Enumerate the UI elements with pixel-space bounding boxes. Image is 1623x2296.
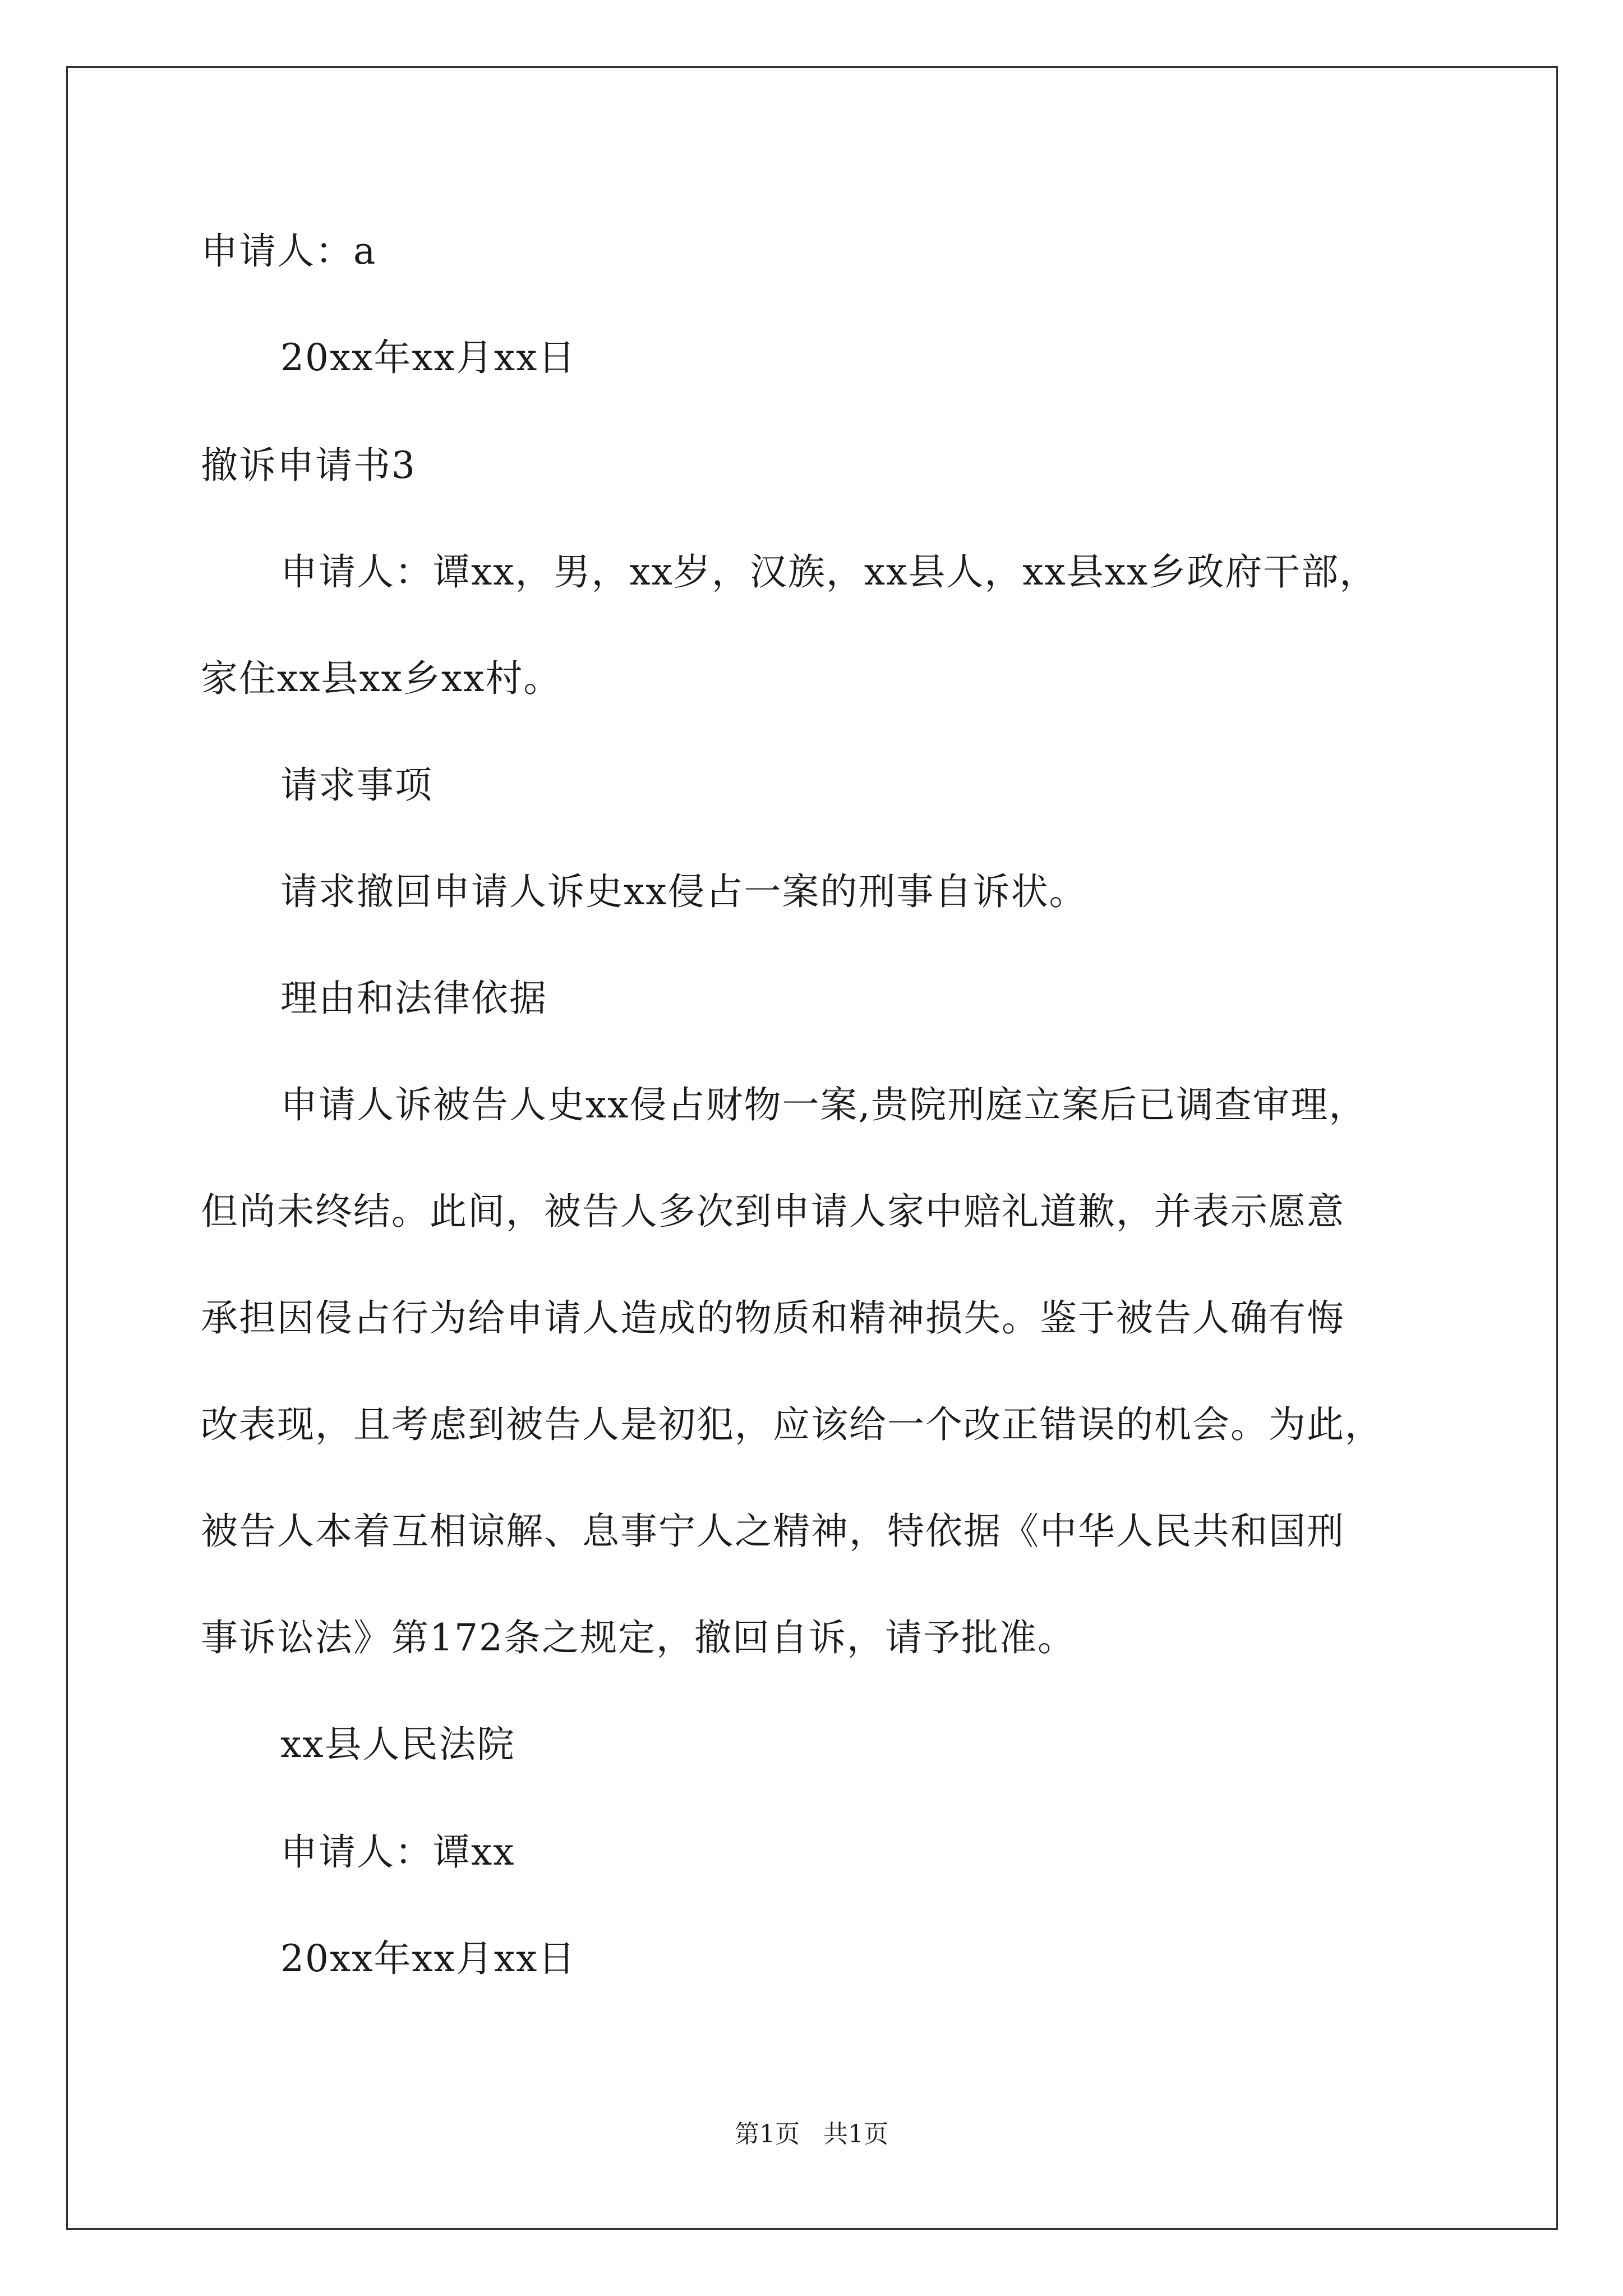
- request-text: 请求撤回申请人诉史xx侵占一案的刑事自诉状。: [280, 870, 1087, 913]
- reason-paragraph-line: 事诉讼法》第172条之规定，撤回自诉，请予批准。: [201, 1616, 1076, 1659]
- reason-paragraph-line: 但尚未终结。此间，被告人多次到申请人家中赔礼道歉，并表示愿意: [201, 1190, 1345, 1233]
- request-heading: 请求事项: [280, 763, 433, 807]
- reason-paragraph-line: 承担因侵占行为给申请人造成的物质和精神损失。鉴于被告人确有悔: [201, 1296, 1345, 1340]
- signature-date: 20xx年xx月xx日: [280, 1937, 577, 1980]
- applicant-info-line: 申请人：谭xx，男，xx岁，汉族，xx县人，xx县xx乡政府干部，: [280, 550, 1378, 593]
- court-name: xx县人民法院: [280, 1723, 515, 1766]
- date-line: 20xx年xx月xx日: [280, 336, 577, 379]
- reason-paragraph-line: 被告人本着互相谅解、息事宁人之精神，特依据《中华人民共和国刑: [201, 1510, 1345, 1553]
- reason-heading: 理由和法律依据: [280, 977, 547, 1020]
- applicant-signature: 申请人：谭xx: [280, 1830, 515, 1874]
- page-frame: [66, 66, 1558, 2230]
- reason-paragraph-line: 申请人诉被告人史xx侵占财物一案,贵院刑庭立案后已调查审理，: [280, 1083, 1367, 1126]
- applicant-address-line: 家住xx县xx乡xx村。: [201, 657, 562, 700]
- page-number-footer: 第1页 共1页: [735, 2120, 888, 2148]
- applicant-signature-line: 申请人：a: [201, 229, 377, 273]
- section-title: 撤诉申请书3: [201, 444, 416, 487]
- reason-paragraph-line: 改表现，且考虑到被告人是初犯，应该给一个改正错误的机会。为此，: [201, 1403, 1383, 1446]
